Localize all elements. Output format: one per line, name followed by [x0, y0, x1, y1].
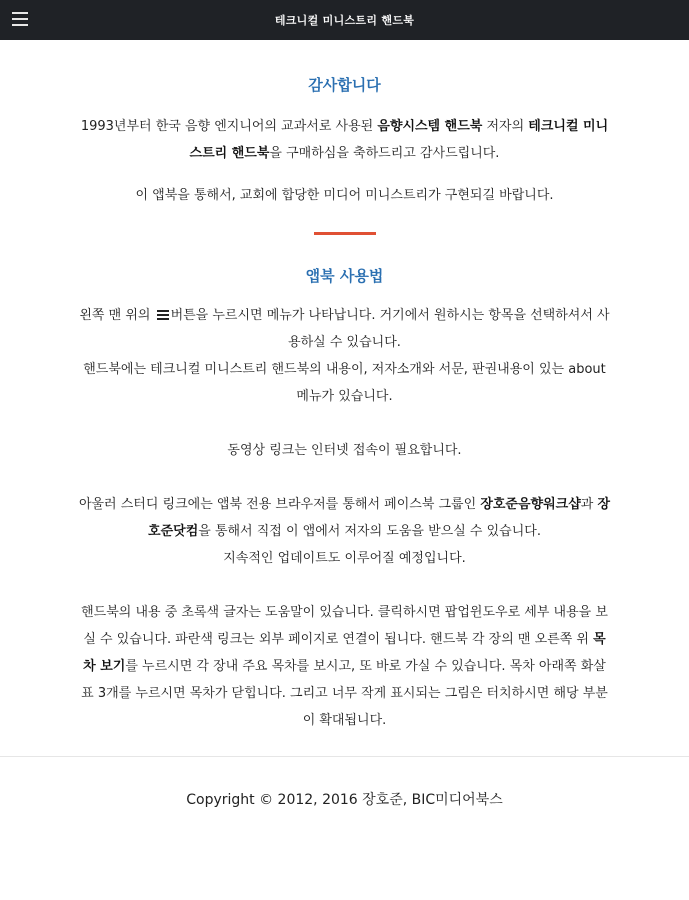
text: 핸드북의 내용 중 초록색 글자는 도움말이 있습니다. 클릭하시면 팝업윈도우로 세부 내용을 보실 수 있습니다. 파란색 링크는 외부 페이지로 연결이 됩니다. 핸드북 각 장의 맨 오른쪽 위: [81, 605, 608, 647]
thanks-heading: 감사합니다: [308, 76, 381, 94]
usage-paragraph-menu: [78, 302, 611, 356]
usage-paragraph-video: 동영상 링크는 인터넷 접속이 필요합니다.: [227, 443, 462, 458]
top-bar: [0, 0, 689, 40]
book-title-technical: 테크니컬 미니스트리 핸드북: [189, 119, 609, 161]
text: 를 누르시면 각 장내 주요 목차를 보시고, 또 바로 가실 수 있습니다. 목차 아래쪽 화살표 3개를 누르시면 목차가 닫힙니다. 그리고 너무 작게 표시되는 그림은 터치하시면 해당 부분이 확대됩니다.: [81, 659, 608, 728]
section-divider: [314, 232, 376, 235]
text: 1993년부터 한국 음향 엔지니어의 교과서로 사용된: [80, 119, 378, 134]
usage-heading: 앱북 사용법: [305, 267, 384, 285]
text: 저자의: [482, 119, 529, 134]
text: 을 통해서 직접 이 앱에서 저자의 도움을 받으실 수 있습니다.: [198, 524, 541, 539]
thanks-paragraph-2: 이 앱북을 통해서, 교회에 합당한 미디어 미니스트리가 구현되길 바랍니다.: [135, 188, 554, 203]
inline-menu-icon: [157, 310, 169, 320]
book-title-audio: 음향시스템 핸드북: [377, 119, 483, 134]
text: 왼쪽 맨 위의: [79, 308, 155, 323]
text: 아울러 스터디 링크에는 앱북 전용 브라우저를 통해서 페이스북 그룹인: [78, 497, 481, 512]
text: 과: [580, 497, 598, 512]
app-title: 테크니컬 미니스트리 핸드북: [274, 14, 415, 27]
usage-paragraph-help: [78, 599, 611, 734]
text: 버튼을 누르시면 메뉴가 나타납니다. 거기에서 원하시는 항목을 선택하셔서 사용하실 수 있습니다.: [170, 308, 610, 350]
toc-view-label: 목차 보기: [83, 632, 606, 674]
website-name: 장호준닷컴: [148, 497, 611, 539]
copyright: Copyright © 2012, 2016 장호준, BIC미디어북스: [186, 792, 503, 808]
main-content: [0, 74, 689, 734]
footer-divider: [0, 756, 689, 757]
usage-paragraph-study: [78, 491, 611, 545]
hamburger-menu-icon[interactable]: [12, 11, 28, 27]
text: 을 구매하심을 축하드리고 감사드립니다.: [269, 146, 500, 161]
usage-paragraph-updates: 지속적인 업데이트도 이루어질 예정입니다.: [223, 551, 466, 566]
usage-paragraph-about: 핸드북에는 테크니컬 미니스트리 핸드북의 내용이, 저자소개와 서문, 판권내용이 있는 about 메뉴가 있습니다.: [83, 362, 606, 404]
thanks-paragraph-1: [78, 113, 611, 167]
facebook-group-name: 장호준음향워크샵: [480, 497, 581, 512]
